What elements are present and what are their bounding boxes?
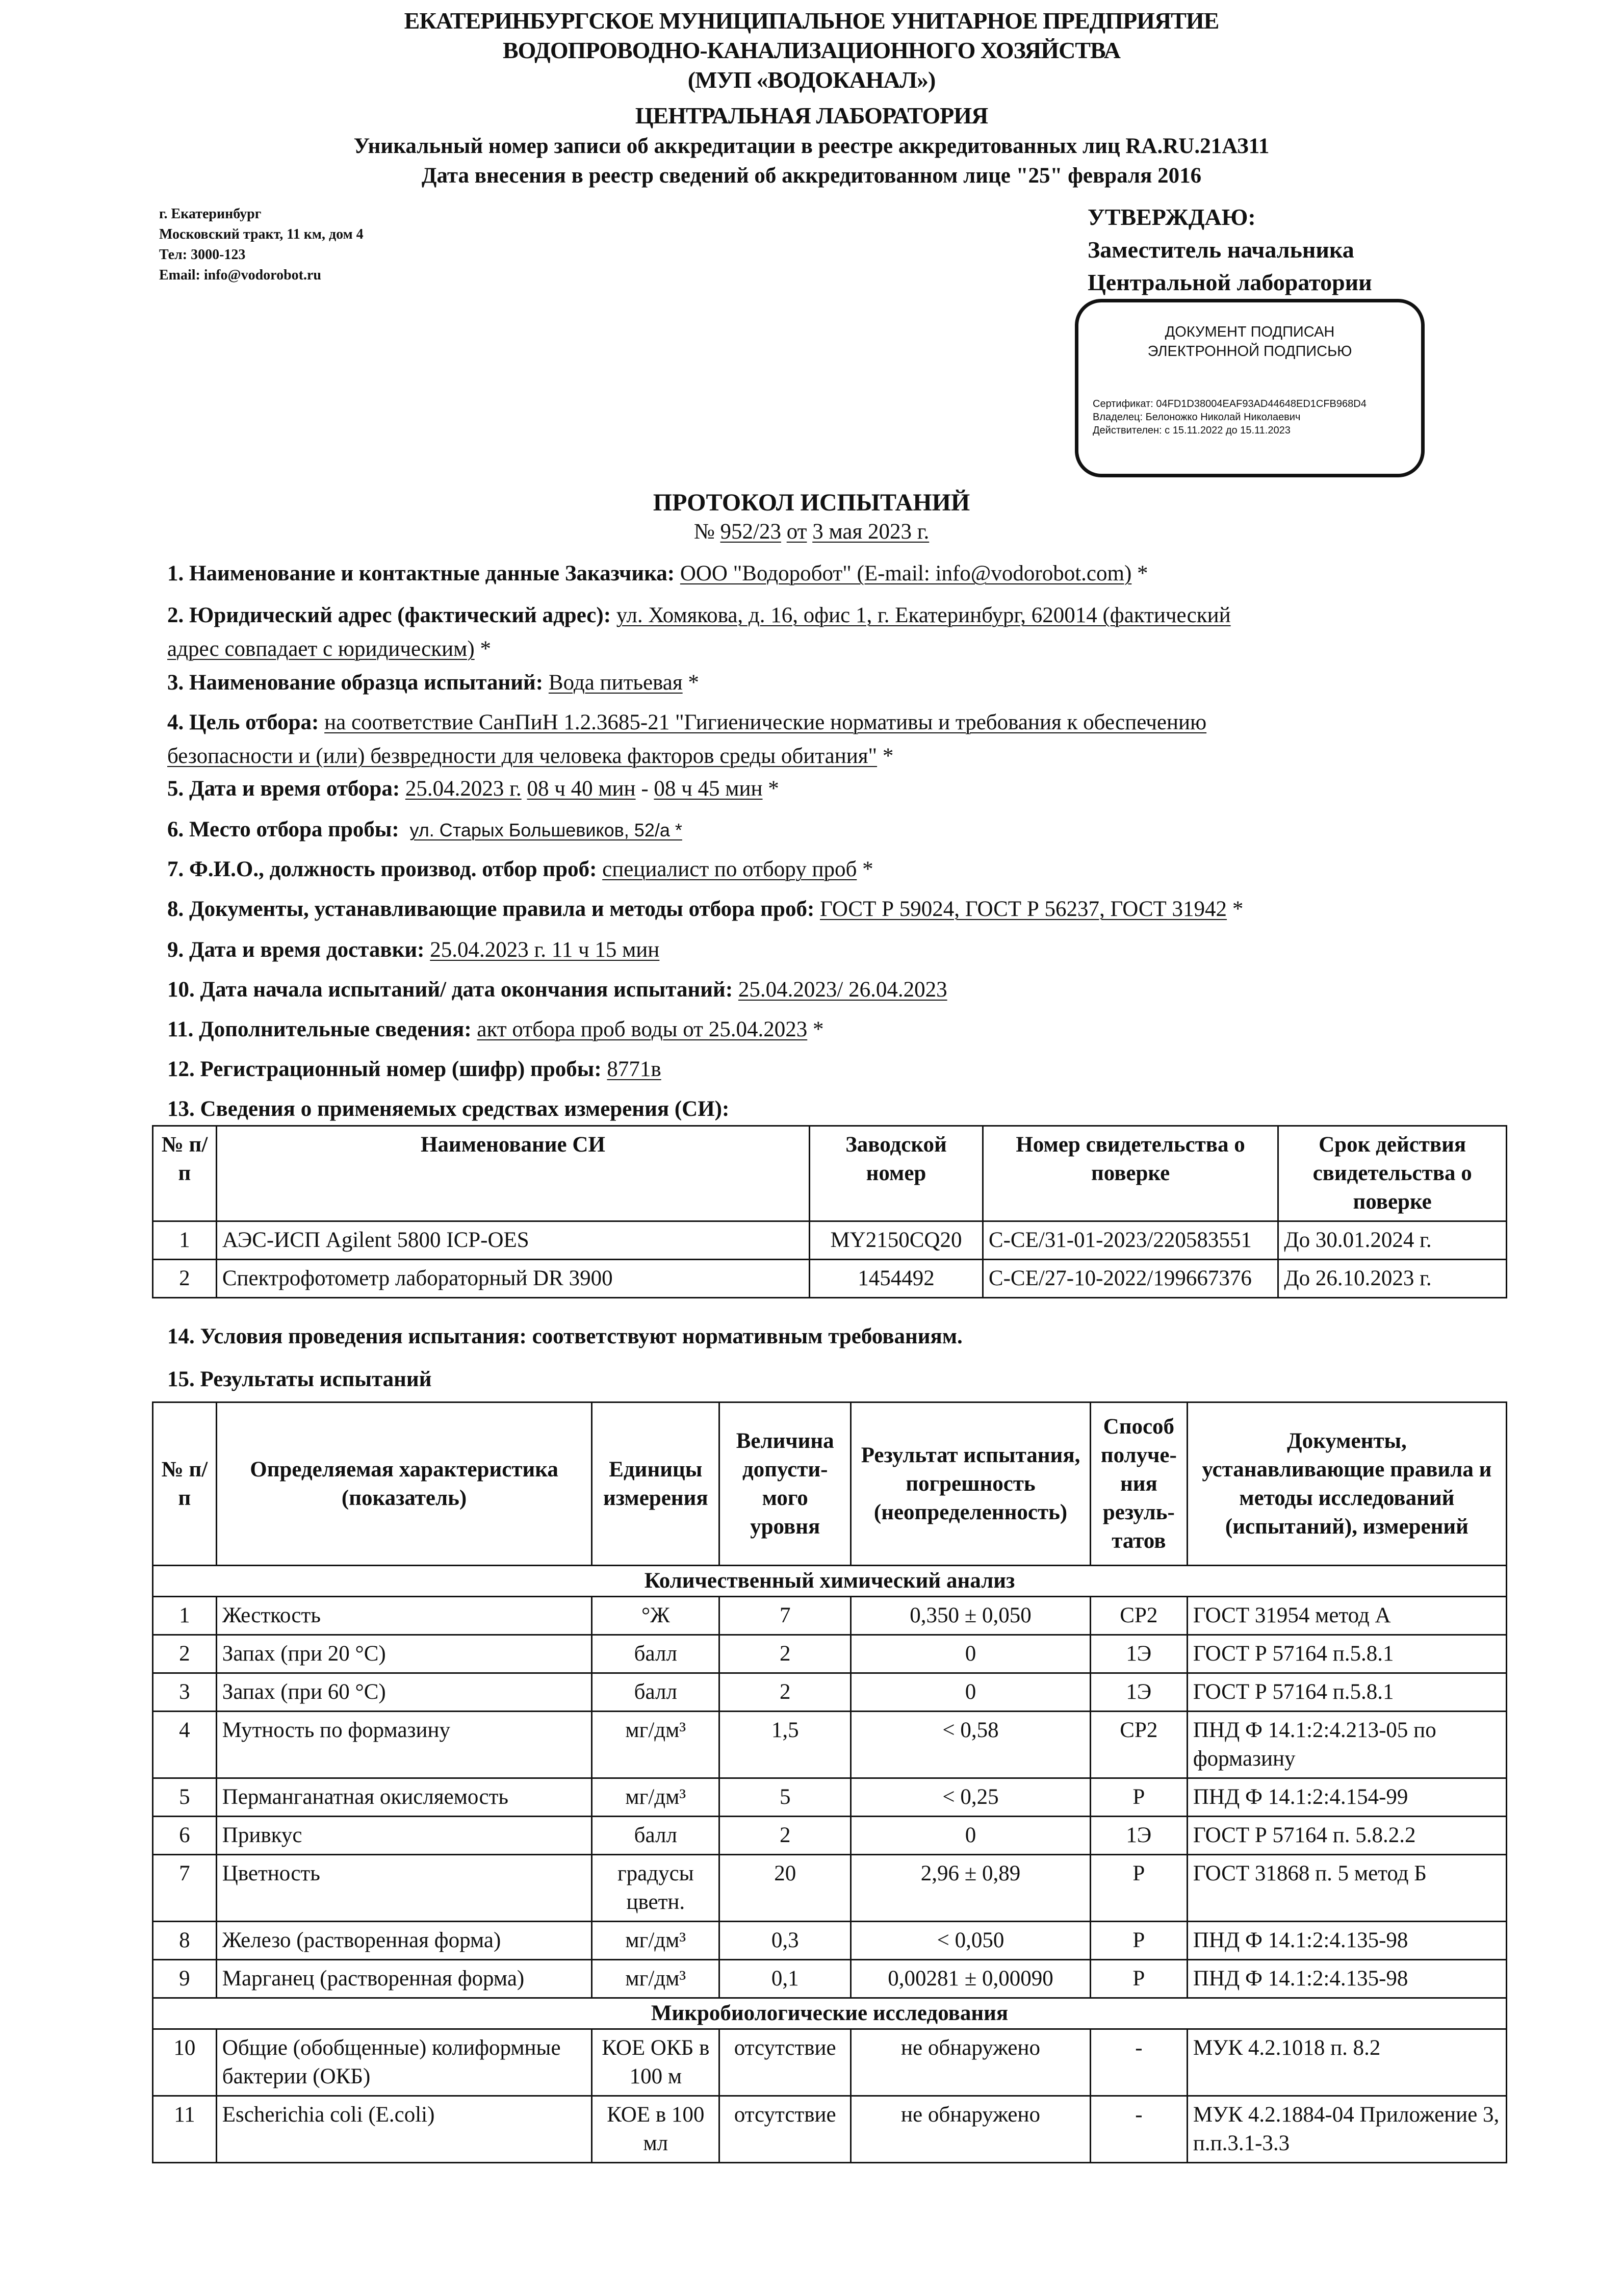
results-table xyxy=(152,1401,1507,2163)
table-row xyxy=(153,1778,1507,1817)
result-cell: МУК 4.2.1884-04 Приложение 3, п.п.3.1-3.3 xyxy=(1187,2096,1506,2163)
si-header-validity: Срок действия свидетельства о поверке xyxy=(1278,1126,1507,1221)
result-cell: Жесткость xyxy=(216,1597,592,1635)
result-cell: ПНД Ф 14.1:2:4.213-05 по формазину xyxy=(1187,1712,1506,1778)
result-cell: ГОСТ Р 57164 п. 5.8.2.2 xyxy=(1187,1817,1506,1855)
protocol-number-prefix: № xyxy=(693,520,715,544)
stamp-validity: Действителен: с 15.11.2022 до 15.11.2023 xyxy=(1093,425,1291,436)
result-cell: 5 xyxy=(153,1778,217,1817)
item-15-text: 15. Результаты испытаний xyxy=(167,1367,432,1391)
result-cell: 0,00281 ± 0,00090 xyxy=(851,1960,1091,1998)
item-10-label: 10. Дата начала испытаний/ дата окончания испытаний: xyxy=(167,978,733,1002)
table-row xyxy=(153,1922,1507,1960)
result-cell: ПНД Ф 14.1:2:4.154-99 xyxy=(1187,1778,1506,1817)
item-13 xyxy=(167,1092,1473,1126)
microbiological-rows xyxy=(153,2029,1507,2163)
result-cell: отсутствие xyxy=(719,2096,851,2163)
si-cell: До 26.10.2023 г. xyxy=(1278,1260,1507,1298)
item-8 xyxy=(167,892,1473,926)
result-cell: 2,96 ± 0,89 xyxy=(851,1855,1091,1922)
item-11-label: 11. Дополнительные сведения: xyxy=(167,1017,472,1041)
table-row xyxy=(153,1221,1507,1260)
item-15 xyxy=(167,1363,1473,1396)
table-row xyxy=(153,1673,1507,1712)
result-cell: < 0,25 xyxy=(851,1778,1091,1817)
result-cell: Марганец (растворенная форма) xyxy=(216,1960,592,1998)
results-header-characteristic: Определяемая характеристика (показатель) xyxy=(216,1402,592,1566)
si-cell: С-СЕ/31-01-2023/220583551 xyxy=(983,1221,1278,1260)
item-3 xyxy=(167,666,1473,700)
item-4-value-a: на соответствие СанПиН 1.2.3685-21 "Гигиенические нормативы и требования к обеспечению xyxy=(324,710,1207,734)
item-10 xyxy=(167,973,1473,1007)
item-5-time-start: 08 ч 40 мин xyxy=(527,777,636,801)
table-row xyxy=(153,1635,1507,1673)
accreditation-number: Уникальный номер записи об аккредитации в реестре аккредитованных лиц RA.RU.21АЗ11 xyxy=(353,134,1270,158)
section-row xyxy=(153,1998,1507,2029)
result-cell: ГОСТ Р 57164 п.5.8.1 xyxy=(1187,1673,1506,1712)
stamp-owner: Владелец: Белоножко Николай Николаевич xyxy=(1093,412,1301,423)
item-7-label: 7. Ф.И.О., должность производ. отбор проб: xyxy=(167,857,597,881)
results-header-result: Результат испытания, погрешность (неопределенность) xyxy=(851,1402,1091,1566)
accreditation-date: Дата внесения в реестр сведений об аккредитованном лице "25" февраля 2016 xyxy=(421,164,1202,188)
result-cell: 1 xyxy=(153,1597,217,1635)
table-row xyxy=(153,1960,1507,1998)
result-cell: Р xyxy=(1090,1855,1187,1922)
result-cell: балл xyxy=(592,1673,719,1712)
si-cell: С-СЕ/27-10-2022/199667376 xyxy=(983,1260,1278,1298)
item-3-value: Вода питьевая xyxy=(548,671,683,695)
result-cell: Мутность по формазину xyxy=(216,1712,592,1778)
section-row xyxy=(153,1566,1507,1597)
si-cell: MY2150CQ20 xyxy=(810,1221,983,1260)
result-cell: Общие (обобщенные) колиформные бактерии (ОКБ) xyxy=(216,2029,592,2096)
digital-signature-stamp xyxy=(1075,299,1425,477)
results-header-documents: Документы, устанавливающие правила и методы исследований (испытаний), измерений xyxy=(1187,1402,1506,1566)
si-cell: До 30.01.2024 г. xyxy=(1278,1221,1507,1260)
result-cell: 1,5 xyxy=(719,1712,851,1778)
result-cell: 6 xyxy=(153,1817,217,1855)
result-cell: 20 xyxy=(719,1855,851,1922)
result-cell: 7 xyxy=(719,1597,851,1635)
si-table xyxy=(152,1125,1507,1298)
approval-block xyxy=(1088,201,1372,299)
result-cell: 0,1 xyxy=(719,1960,851,1998)
item-7 xyxy=(167,853,1473,886)
item-5-date: 25.04.2023 г. xyxy=(405,777,522,801)
item-12-label: 12. Регистрационный номер (шифр) пробы: xyxy=(167,1057,602,1081)
protocol-number: 952/23 xyxy=(720,520,781,544)
item-5-label: 5. Дата и время отбора: xyxy=(167,777,400,801)
stamp-line2: ЭЛЕКТРОННОЙ ПОДПИСЬЮ xyxy=(1147,343,1352,360)
stamp-certificate: Сертификат: 04FD1D38004EAF93AD44648ED1CFB968D4 xyxy=(1093,398,1367,410)
item-1-star: * xyxy=(1137,562,1148,585)
result-cell: мг/дм³ xyxy=(592,1712,719,1778)
result-cell: - xyxy=(1090,2029,1187,2096)
protocol-number-line xyxy=(0,519,1623,544)
org-name-line2: ВОДОПРОВОДНО-КАНАЛИЗАЦИОННОГО ХОЗЯЙСТВА xyxy=(503,37,1120,63)
item-11-value: акт отбора проб воды от 25.04.2023 xyxy=(477,1017,808,1041)
result-cell: 2 xyxy=(719,1673,851,1712)
item-1-value: ООО "Водоробот" (E-mail: info@vodorobot.com) xyxy=(680,562,1132,585)
item-10-value: 25.04.2023/ 26.04.2023 xyxy=(738,978,947,1002)
item-7-value: специалист по отбору проб xyxy=(602,857,857,881)
result-cell: Перманганатная окисляемость xyxy=(216,1778,592,1817)
item-13-label: 13. Сведения о применяемых средствах измерения (СИ): xyxy=(167,1097,730,1121)
item-5-star: * xyxy=(768,777,779,801)
results-header-num: № п/п xyxy=(153,1402,217,1566)
item-4-label: 4. Цель отбора: xyxy=(167,710,319,734)
item-9 xyxy=(167,933,1473,967)
result-cell: 0 xyxy=(851,1673,1091,1712)
result-cell: Запах (при 60 °С) xyxy=(216,1673,592,1712)
result-cell: Привкус xyxy=(216,1817,592,1855)
results-header-limit: Величина допусти-мого уровня xyxy=(719,1402,851,1566)
result-cell: 0,350 ± 0,050 xyxy=(851,1597,1091,1635)
result-cell: 0,3 xyxy=(719,1922,851,1960)
item-2-value-a: ул. Хомякова, д. 16, офис 1, г. Екатеринбург, 620014 (фактический xyxy=(616,603,1231,627)
contact-address: Московский тракт, 11 км, дом 4 xyxy=(159,226,364,242)
results-header-method: Способ получе-ния резуль-татов xyxy=(1090,1402,1187,1566)
approval-position-line1: Заместитель начальника xyxy=(1088,237,1354,263)
result-cell: Р xyxy=(1090,1922,1187,1960)
result-cell: балл xyxy=(592,1635,719,1673)
contacts-block xyxy=(159,204,364,286)
result-cell: 10 xyxy=(153,2029,217,2096)
result-cell: СР2 xyxy=(1090,1597,1187,1635)
result-cell: 0 xyxy=(851,1817,1091,1855)
table-row xyxy=(153,1712,1507,1778)
item-2-star: * xyxy=(480,637,491,661)
org-name-line3: (МУП «ВОДОКАНАЛ») xyxy=(687,67,936,93)
item-8-value: ГОСТ Р 59024, ГОСТ Р 56237, ГОСТ 31942 xyxy=(820,897,1227,921)
result-cell: Железо (растворенная форма) xyxy=(216,1922,592,1960)
item-6-label: 6. Место отбора пробы: xyxy=(167,818,399,841)
item-3-star: * xyxy=(688,671,699,695)
result-cell: - xyxy=(1090,2096,1187,2163)
item-5 xyxy=(167,772,1473,806)
result-cell: 7 xyxy=(153,1855,217,1922)
item-3-label: 3. Наименование образца испытаний: xyxy=(167,671,544,695)
item-2-label: 2. Юридический адрес (фактический адрес): xyxy=(167,603,611,627)
result-cell: 1Э xyxy=(1090,1635,1187,1673)
result-cell: 0 xyxy=(851,1635,1091,1673)
item-4 xyxy=(167,706,1473,773)
result-cell: < 0,050 xyxy=(851,1922,1091,1960)
result-cell: КОЕ ОКБ в 100 м xyxy=(592,2029,719,2096)
table-row xyxy=(153,2096,1507,2163)
item-6-value: ул. Старых Большевиков, 52/а * xyxy=(409,820,682,840)
item-8-star: * xyxy=(1232,897,1244,921)
result-cell: отсутствие xyxy=(719,2029,851,2096)
contact-email: Email: info@vodorobot.ru xyxy=(159,267,321,283)
table-row xyxy=(153,1597,1507,1635)
item-12 xyxy=(167,1053,1473,1086)
results-header-units: Единицы измерения xyxy=(592,1402,719,1566)
result-cell: ГОСТ 31954 метод А xyxy=(1187,1597,1506,1635)
chemical-rows xyxy=(153,1597,1507,1998)
result-cell: Р xyxy=(1090,1960,1187,1998)
result-cell: 8 xyxy=(153,1922,217,1960)
si-header-certificate: Номер свидетельства о поверке xyxy=(983,1126,1278,1221)
results-header-row xyxy=(153,1402,1507,1566)
si-header-row xyxy=(153,1126,1507,1221)
item-1-label: 1. Наименование и контактные данные Заказчика: xyxy=(167,562,675,585)
result-cell: 11 xyxy=(153,2096,217,2163)
result-cell: 2 xyxy=(153,1635,217,1673)
contact-phone: Тел: 3000-123 xyxy=(159,247,246,263)
item-2 xyxy=(167,599,1473,666)
table-row xyxy=(153,1260,1507,1298)
approval-title: УТВЕРЖДАЮ: xyxy=(1088,204,1256,230)
stamp-line1: ДОКУМЕНТ ПОДПИСАН xyxy=(1165,324,1335,340)
org-name-line1: ЕКАТЕРИНБУРГСКОЕ МУНИЦИПАЛЬНОЕ УНИТАРНОЕ ПРЕДПРИЯТИЕ xyxy=(404,8,1219,34)
item-12-value: 8771в xyxy=(607,1057,661,1081)
result-cell: 3 xyxy=(153,1673,217,1712)
si-cell: 2 xyxy=(153,1260,217,1298)
result-cell: СР2 xyxy=(1090,1712,1187,1778)
result-cell: 4 xyxy=(153,1712,217,1778)
item-1 xyxy=(167,557,1473,591)
item-11 xyxy=(167,1013,1473,1047)
result-cell: ГОСТ 31868 п. 5 метод Б xyxy=(1187,1855,1506,1922)
table-row xyxy=(153,2029,1507,2096)
result-cell: 2 xyxy=(719,1817,851,1855)
item-2-value-b: адрес совпадает с юридическим) xyxy=(167,637,475,661)
result-cell: не обнаружено xyxy=(851,2096,1091,2163)
item-6 xyxy=(167,813,1473,847)
section-chemical: Количественный химический анализ xyxy=(153,1566,1507,1597)
result-cell: не обнаружено xyxy=(851,2029,1091,2096)
protocol-from: от xyxy=(786,520,807,544)
result-cell: Запах (при 20 °С) xyxy=(216,1635,592,1673)
item-14-text: 14. Условия проведения испытания: соответствуют нормативным требованиям. xyxy=(167,1324,963,1348)
result-cell: 2 xyxy=(719,1635,851,1673)
si-cell: Спектрофотометр лабораторный DR 3900 xyxy=(216,1260,809,1298)
result-cell: ПНД Ф 14.1:2:4.135-98 xyxy=(1187,1960,1506,1998)
item-5-time-end: 08 ч 45 мин xyxy=(654,777,763,801)
result-cell: 9 xyxy=(153,1960,217,1998)
result-cell: 1Э xyxy=(1090,1817,1187,1855)
protocol-date: 3 мая 2023 г. xyxy=(812,520,930,544)
si-header-num: № п/п xyxy=(153,1126,217,1221)
result-cell: < 0,58 xyxy=(851,1712,1091,1778)
si-cell: АЭС-ИСП Agilent 5800 ICP-OES xyxy=(216,1221,809,1260)
item-11-star: * xyxy=(812,1017,824,1041)
result-cell: мг/дм³ xyxy=(592,1778,719,1817)
lab-name: ЦЕНТРАЛЬНАЯ ЛАБОРАТОРИЯ xyxy=(635,103,988,129)
result-cell: ГОСТ Р 57164 п.5.8.1 xyxy=(1187,1635,1506,1673)
si-cell: 1454492 xyxy=(810,1260,983,1298)
section-microbiological: Микробиологические исследования xyxy=(153,1998,1507,2029)
result-cell: мг/дм³ xyxy=(592,1922,719,1960)
result-cell: мг/дм³ xyxy=(592,1960,719,1998)
si-header-serial: Заводской номер xyxy=(810,1126,983,1221)
result-cell: Escherichia coli (E.coli) xyxy=(216,2096,592,2163)
item-14 xyxy=(167,1320,1473,1354)
approval-position-line2: Центральной лаборатории xyxy=(1088,269,1372,295)
result-cell: 1Э xyxy=(1090,1673,1187,1712)
item-9-value: 25.04.2023 г. 11 ч 15 мин xyxy=(430,938,660,962)
result-cell: КОЕ в 100 мл xyxy=(592,2096,719,2163)
result-cell: Р xyxy=(1090,1778,1187,1817)
item-8-label: 8. Документы, устанавливающие правила и методы отбора проб: xyxy=(167,897,815,921)
item-7-star: * xyxy=(862,857,873,881)
contact-city: г. Екатеринбург xyxy=(159,206,262,222)
item-4-value-b: безопасности и (или) безвредности для человека факторов среды обитания" xyxy=(167,744,878,768)
si-header-name: Наименование СИ xyxy=(216,1126,809,1221)
result-cell: °Ж xyxy=(592,1597,719,1635)
item-4-star: * xyxy=(882,744,894,768)
result-cell: ПНД Ф 14.1:2:4.135-98 xyxy=(1187,1922,1506,1960)
table-row xyxy=(153,1817,1507,1855)
result-cell: балл xyxy=(592,1817,719,1855)
result-cell: МУК 4.2.1018 п. 8.2 xyxy=(1187,2029,1506,2096)
result-cell: Цветность xyxy=(216,1855,592,1922)
si-cell: 1 xyxy=(153,1221,217,1260)
protocol-title: ПРОТОКОЛ ИСПЫТАНИЙ xyxy=(653,489,970,516)
item-9-label: 9. Дата и время доставки: xyxy=(167,938,425,962)
item-5-dash: - xyxy=(641,777,649,801)
result-cell: градусы цветн. xyxy=(592,1855,719,1922)
table-row xyxy=(153,1855,1507,1922)
result-cell: 5 xyxy=(719,1778,851,1817)
